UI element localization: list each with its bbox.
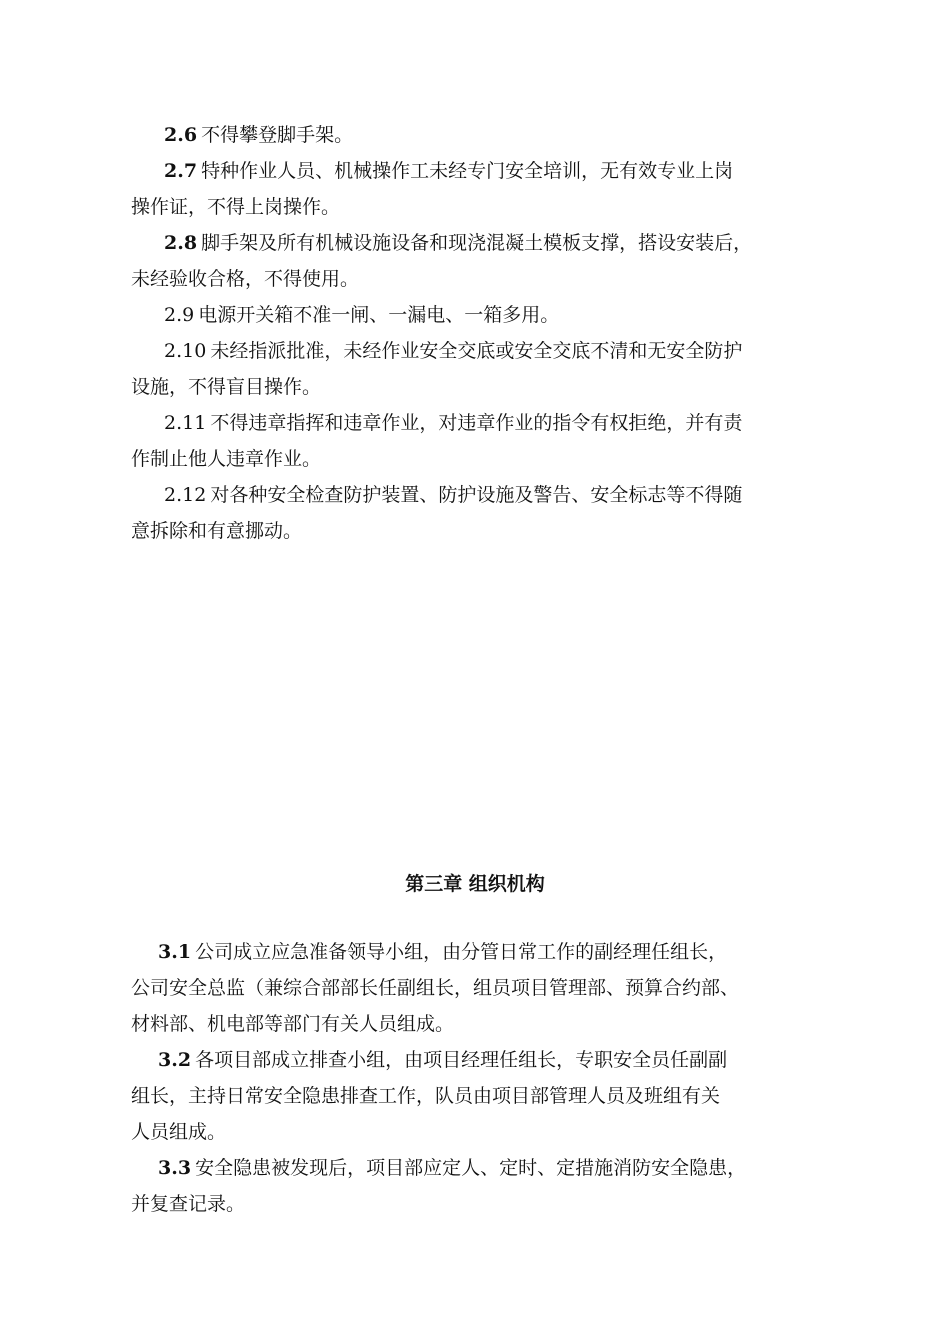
clause-number: 2.12 <box>164 484 207 506</box>
clause-text: 公司成立应急准备领导小组，由分管日常工作的副经理任组长， <box>195 941 728 963</box>
clause-continuation: 设施，不得盲目操作。 <box>131 376 322 398</box>
clause-number: 2.11 <box>164 412 207 434</box>
clause-line <box>131 477 836 513</box>
clause-text: 未经指派批准，未经作业安全交底或安全交底不清和无安全防护 <box>210 340 743 362</box>
clause-2-7 <box>131 153 836 225</box>
clause-text: 特种作业人员、机械操作工未经专门安全培训，无有效专业上岗 <box>201 160 734 182</box>
chapter-title: 第三章 组织机构 <box>405 873 545 895</box>
section-2-clauses <box>131 117 836 549</box>
clause-text: 不得违章指挥和违章作业，对违章作业的指令有权拒绝，并有责 <box>210 412 743 434</box>
clause-text: 脚手架及所有机械设施设备和现浇混凝土模板支撑，搭设安装后， <box>201 232 753 254</box>
clause-text: 不得攀登脚手架。 <box>201 124 354 146</box>
clause-continuation: 并复查记录。 <box>131 1193 246 1215</box>
clause-2-8 <box>131 225 836 297</box>
clause-3-1 <box>131 934 836 1042</box>
clause-text: 安全隐患被发现后，项目部应定人、定时、定措施消防安全隐患， <box>195 1157 747 1179</box>
clause-continuation: 材料部、机电部等部门有关人员组成。 <box>131 1013 455 1035</box>
clause-continuation: 作制止他人违章作业。 <box>131 448 322 470</box>
clause-number: 3.3 <box>158 1157 192 1179</box>
clause-2-11 <box>131 405 836 477</box>
clause-2-9 <box>131 297 836 333</box>
clause-text: 各项目部成立排查小组，由项目经理任组长，专职安全员任副副 <box>195 1049 728 1071</box>
clause-line <box>131 333 836 369</box>
clause-continuation: 未经验收合格，不得使用。 <box>131 268 360 290</box>
clause-2-12 <box>131 477 836 549</box>
clause-line <box>131 1042 836 1078</box>
clause-number: 2.10 <box>164 340 207 362</box>
clause-continuation: 组长，主持日常安全隐患排查工作，队员由项目部管理人员及班组有关 <box>131 1085 721 1107</box>
clause-line <box>131 297 836 333</box>
clause-number: 2.9 <box>164 304 195 326</box>
clause-number: 3.1 <box>158 941 192 963</box>
clause-line <box>131 117 836 153</box>
clause-number: 3.2 <box>158 1049 192 1071</box>
clause-continuation: 操作证，不得上岗操作。 <box>131 196 341 218</box>
clause-2-6 <box>131 117 836 153</box>
clause-line <box>131 934 836 970</box>
clause-continuation: 意拆除和有意挪动。 <box>131 520 303 542</box>
clause-text: 对各种安全检查防护装置、防护设施及警告、安全标志等不得随 <box>210 484 743 506</box>
clause-line <box>131 225 836 261</box>
clause-line <box>131 153 836 189</box>
clause-number: 2.7 <box>164 160 198 182</box>
clause-line <box>131 405 836 441</box>
clause-text: 电源开关箱不准一闸、一漏电、一箱多用。 <box>198 304 560 326</box>
clause-continuation: 人员组成。 <box>131 1121 227 1143</box>
clause-line <box>131 1150 836 1186</box>
clause-2-10 <box>131 333 836 405</box>
clause-continuation: 公司安全总监（兼综合部部长任副组长，组员项目管理部、预算合约部、 <box>131 977 740 999</box>
clause-3-3 <box>131 1150 836 1222</box>
section-3-clauses <box>131 934 836 1222</box>
clause-number: 2.8 <box>164 232 198 254</box>
clause-3-2 <box>131 1042 836 1150</box>
clause-number: 2.6 <box>164 124 198 146</box>
